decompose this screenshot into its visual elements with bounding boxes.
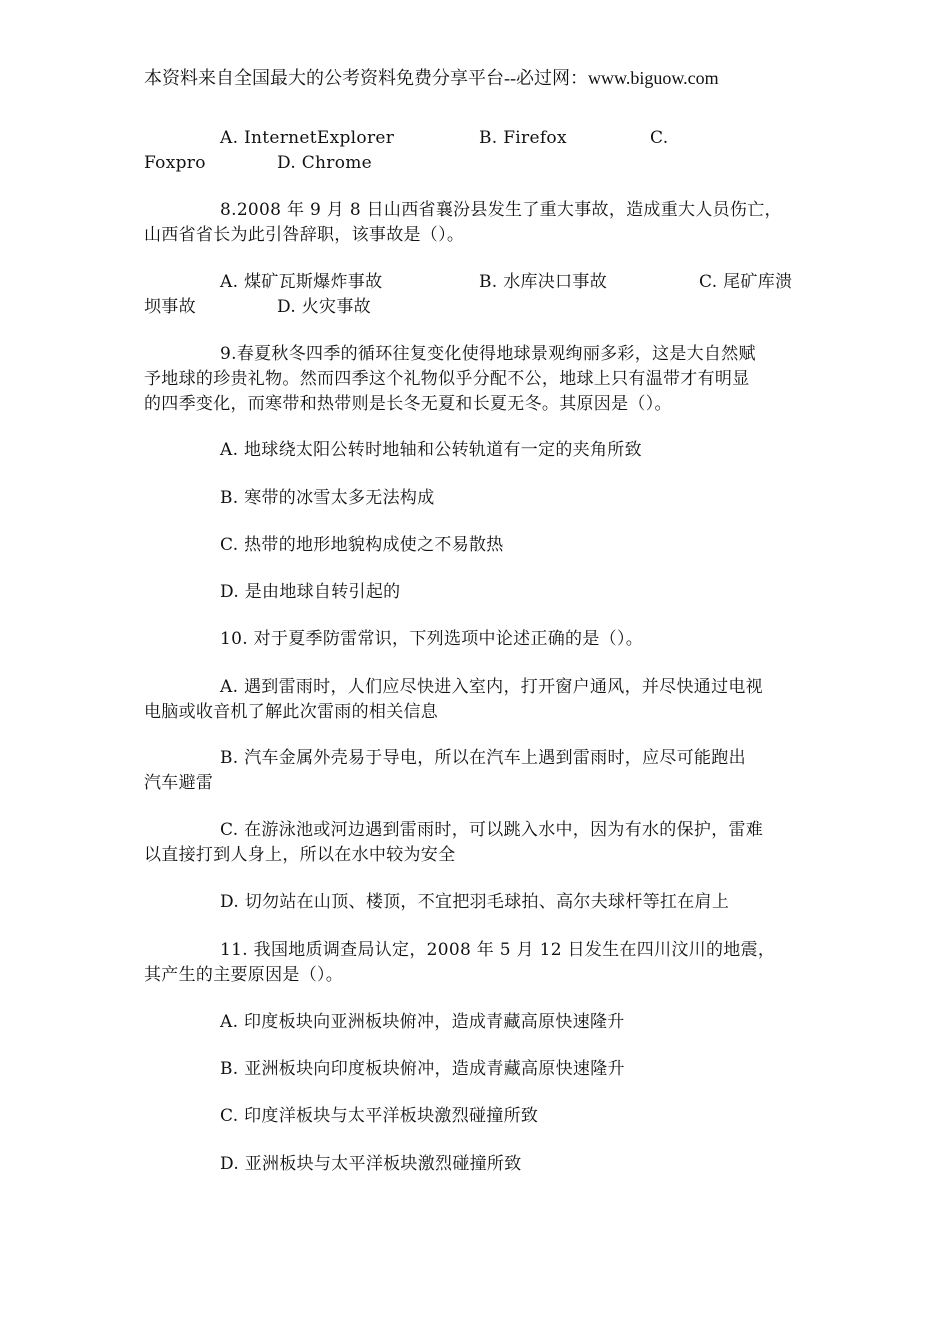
q10-option-a-block: [144, 675, 808, 725]
q10-stem: 10. 对于夏季防雷常识，下列选项中论述正确的是（）。: [220, 629, 644, 649]
q11-option-d-block: [144, 1152, 808, 1177]
q11-stem-line-2: 其产生的主要原因是（）。: [144, 965, 344, 985]
q9-stem-line-3: 的四季变化，而寒带和热带则是长冬无夏和长夏无冬。其原因是（）。: [144, 394, 672, 414]
q7-option-b: B. Firefox: [479, 128, 567, 148]
q10-option-c-line-2: 以直接打到人身上，所以在水中较为安全: [144, 845, 456, 865]
q9-option-d: D. 是由地球自转引起的: [220, 582, 401, 602]
q10-option-d: D. 切勿站在山顶、楼顶，不宜把羽毛球拍、高尔夫球杆等扛在肩上: [220, 892, 730, 912]
q7-option-a: A. InternetExplorer: [220, 128, 395, 148]
q10-option-a-line-1: A. 遇到雷雨时，人们应尽快进入室内，打开窗户通风，并尽快通过电视: [220, 677, 763, 697]
question-10: [144, 627, 808, 652]
page-header: 本资料来自全国最大的公考资料免费分享平台--必过网：www.biguow.com: [144, 68, 719, 88]
q9-option-d-block: [144, 580, 808, 605]
q10-option-c-line-1: C. 在游泳池或河边遇到雷雨时，可以跳入水中，因为有水的保护，雷难: [220, 820, 764, 840]
q7-option-c-cont: Foxpro: [144, 153, 206, 173]
q11-option-c-block: [144, 1104, 808, 1129]
q8-option-d: D. 火灾事故: [277, 297, 371, 317]
q8-option-a: A. 煤矿瓦斯爆炸事故: [220, 272, 383, 292]
question-9: [144, 342, 808, 417]
q9-option-a: A. 地球绕太阳公转时地轴和公转轨道有一定的夹角所致: [220, 440, 642, 460]
q8-option-b: B. 水库决口事故: [479, 272, 607, 292]
q11-option-b: B. 亚洲板块向印度板块俯冲，造成青藏高原快速隆升: [220, 1059, 625, 1079]
q10-option-c-block: [144, 818, 808, 868]
q10-option-a-line-2: 电脑或收音机了解此次雷雨的相关信息: [144, 702, 439, 722]
q7-option-c: C.: [650, 128, 669, 148]
q10-option-d-block: [144, 890, 808, 915]
q11-option-a: A. 印度板块向亚洲板块俯冲，造成青藏高原快速隆升: [220, 1012, 625, 1032]
question-8: [144, 198, 808, 248]
question-11: [144, 938, 808, 988]
q9-stem-line-2: 予地球的珍贵礼物。然而四季这个礼物似乎分配不公，地球上只有温带才有明显: [144, 369, 750, 389]
q11-option-c: C. 印度洋板块与太平洋板块激烈碰撞所致: [220, 1106, 539, 1126]
q11-option-a-block: [144, 1010, 808, 1035]
q8-option-c-cont: 坝事故: [144, 297, 196, 317]
q10-option-b-line-1: B. 汽车金属外壳易于导电，所以在汽车上遇到雷雨时，应尽可能跑出: [220, 748, 746, 768]
q8-stem-line-2: 山西省省长为此引咎辞职，该事故是（）。: [144, 225, 465, 245]
q9-option-b-block: [144, 486, 808, 511]
q9-option-c-block: [144, 533, 808, 558]
q7-option-d: D. Chrome: [277, 153, 373, 173]
q8-stem-line-1: 8.2008 年 9 月 8 日山西省襄汾县发生了重大事故，造成重大人员伤亡，: [220, 200, 782, 220]
q11-option-d: D. 亚洲板块与太平洋板块激烈碰撞所致: [220, 1154, 522, 1174]
q11-option-b-block: [144, 1057, 808, 1082]
q10-option-b-block: [144, 746, 808, 796]
q9-stem-line-1: 9.春夏秋冬四季的循环往复变化使得地球景观绚丽多彩，这是大自然赋: [220, 344, 756, 364]
q9-option-a-block: [144, 438, 808, 463]
q9-option-c: C. 热带的地形地貌构成使之不易散热: [220, 535, 504, 555]
q8-option-c: C. 尾矿库溃: [699, 272, 793, 292]
q11-stem-line-1: 11. 我国地质调查局认定，2008 年 5 月 12 日发生在四川汶川的地震，: [220, 940, 776, 960]
q10-option-b-line-2: 汽车避雷: [144, 773, 214, 793]
q9-option-b: B. 寒带的冰雪太多无法构成: [220, 488, 435, 508]
